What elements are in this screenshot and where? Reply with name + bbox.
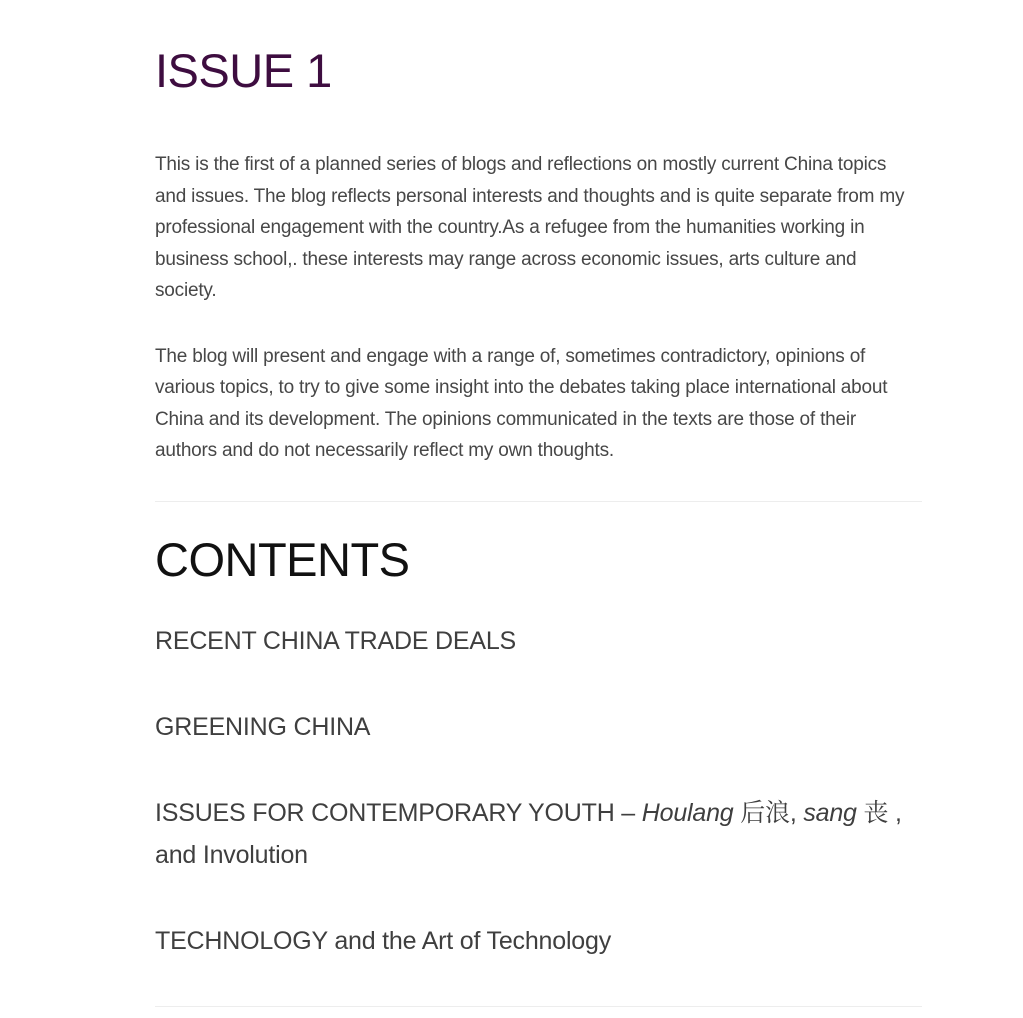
contents-item-part: 丧 , and Involution [155,798,902,869]
contents-item-label: GREENING CHINA [155,712,371,741]
contents-item-technology [155,920,922,962]
post-content [155,0,922,1007]
post-title: ISSUE 1 [155,44,332,97]
contents-item-label: RECENT CHINA TRADE DEALS [155,626,517,655]
contents-item-greening-china [155,706,922,748]
section-divider-bottom [155,1006,922,1007]
intro-paragraph-1: This is the first of a planned series of blogs and reflections on mostly current China topics and issues. The blog reflects personal interests and thoughts and is quite separate from my professional engagement with the country.As a refugee from the humanities working in business school,. these interests may range across economic issues, arts culture and society. [155,154,905,302]
contents-item-part-italic: sang [803,798,857,827]
contents-item-label: TECHNOLOGY and the Art of Technology [155,926,612,955]
contents-item-part: ISSUES FOR CONTEMPORARY YOUTH – [155,798,642,827]
contents-item-trade-deals [155,620,922,662]
contents-heading: CONTENTS [155,532,410,586]
contents-item-part: 后浪, [733,798,804,827]
intro-paragraph-2: The blog will present and engage with a range of, sometimes contradictory, opinions of various topics, to try to give some insight into the debates taking place international about China and its development. The opinions communicated in the texts are those of their authors and do not necessarily reflect my own thoughts. [155,345,888,462]
contents-item-contemporary-youth [155,792,922,876]
contents-item-part-italic: Houlang [641,798,734,827]
section-divider-top [155,501,922,502]
